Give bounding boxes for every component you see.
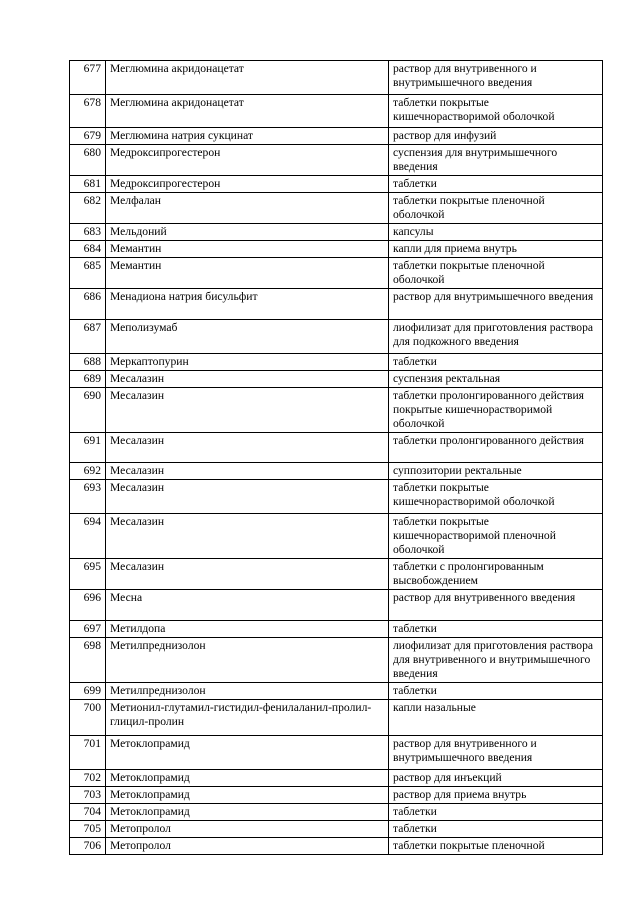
row-number: 703	[70, 787, 106, 804]
drug-name: Месна	[106, 590, 389, 621]
dosage-form: капли для приема внутрь	[389, 241, 603, 258]
table-row	[70, 193, 603, 224]
table-row	[70, 838, 603, 855]
table-row	[70, 320, 603, 354]
row-number: 706	[70, 838, 106, 855]
drug-name: Метилпреднизолон	[106, 683, 389, 700]
row-number: 684	[70, 241, 106, 258]
dosage-form: раствор для внутривенного и внутримышечного введения	[389, 61, 603, 95]
dosage-form: капли назальные	[389, 700, 603, 736]
table-row	[70, 638, 603, 683]
dosage-form: таблетки покрытые кишечнорастворимой оболочкой	[389, 95, 603, 128]
table-row	[70, 736, 603, 770]
dosage-form: раствор для внутривенного введения	[389, 590, 603, 621]
table-row	[70, 590, 603, 621]
table-row	[70, 514, 603, 559]
dosage-form: таблетки	[389, 354, 603, 371]
table-row	[70, 683, 603, 700]
dosage-form: таблетки покрытые пленочной оболочкой	[389, 193, 603, 224]
drug-name: Месалазин	[106, 559, 389, 590]
table-row	[70, 770, 603, 787]
table-row	[70, 559, 603, 590]
table-row	[70, 258, 603, 289]
drug-name: Метилпреднизолон	[106, 638, 389, 683]
row-number: 700	[70, 700, 106, 736]
dosage-form: таблетки покрытые кишечнорастворимой оболочкой	[389, 480, 603, 514]
row-number: 686	[70, 289, 106, 320]
drug-list-table	[69, 60, 603, 855]
table-row	[70, 700, 603, 736]
table-row	[70, 354, 603, 371]
drug-name: Меглюмина акридонацетат	[106, 95, 389, 128]
table-row	[70, 371, 603, 388]
table-row	[70, 388, 603, 433]
drug-name: Меглюмина акридонацетат	[106, 61, 389, 95]
table-row	[70, 145, 603, 176]
row-number: 705	[70, 821, 106, 838]
drug-name: Месалазин	[106, 463, 389, 480]
row-number: 681	[70, 176, 106, 193]
drug-name: Меполизумаб	[106, 320, 389, 354]
dosage-form: капсулы	[389, 224, 603, 241]
drug-name: Меглюмина натрия сукцинат	[106, 128, 389, 145]
dosage-form: таблетки	[389, 176, 603, 193]
row-number: 696	[70, 590, 106, 621]
drug-name: Метилдопа	[106, 621, 389, 638]
row-number: 687	[70, 320, 106, 354]
drug-name: Месалазин	[106, 388, 389, 433]
row-number: 678	[70, 95, 106, 128]
row-number: 693	[70, 480, 106, 514]
dosage-form: таблетки с пролонгированным высвобождением	[389, 559, 603, 590]
drug-name: Месалазин	[106, 433, 389, 463]
dosage-form: лиофилизат для приготовления раствора для подкожного введения	[389, 320, 603, 354]
dosage-form: суспензия для внутримышечного введения	[389, 145, 603, 176]
table-row	[70, 224, 603, 241]
drug-name: Месалазин	[106, 480, 389, 514]
drug-name: Метоклопрамид	[106, 770, 389, 787]
row-number: 704	[70, 804, 106, 821]
drug-name: Медроксипрогестерон	[106, 176, 389, 193]
row-number: 677	[70, 61, 106, 95]
row-number: 694	[70, 514, 106, 559]
row-number: 685	[70, 258, 106, 289]
row-number: 690	[70, 388, 106, 433]
drug-name: Метоклопрамид	[106, 787, 389, 804]
dosage-form: таблетки	[389, 683, 603, 700]
table-row	[70, 787, 603, 804]
row-number: 683	[70, 224, 106, 241]
table-row	[70, 176, 603, 193]
drug-name: Месалазин	[106, 371, 389, 388]
table-row	[70, 821, 603, 838]
dosage-form: таблетки покрытые пленочной	[389, 838, 603, 855]
dosage-form: раствор для приема внутрь	[389, 787, 603, 804]
drug-name: Меркаптопурин	[106, 354, 389, 371]
dosage-form: лиофилизат для приготовления раствора для внутривенного и внутримышечного введения	[389, 638, 603, 683]
dosage-form: раствор для инъекций	[389, 770, 603, 787]
drug-name: Месалазин	[106, 514, 389, 559]
table-row	[70, 61, 603, 95]
drug-name: Метопролол	[106, 838, 389, 855]
dosage-form: таблетки покрытые кишечнорастворимой пленочной оболочкой	[389, 514, 603, 559]
row-number: 699	[70, 683, 106, 700]
dosage-form: таблетки пролонгированного действия покрытые кишечнорастворимой оболочкой	[389, 388, 603, 433]
dosage-form: таблетки пролонгированного действия	[389, 433, 603, 463]
drug-name: Менадиона натрия бисульфит	[106, 289, 389, 320]
table-row	[70, 480, 603, 514]
table-row	[70, 128, 603, 145]
drug-name: Мемантин	[106, 258, 389, 289]
table-row	[70, 95, 603, 128]
row-number: 695	[70, 559, 106, 590]
drug-list-body	[70, 61, 603, 855]
drug-name: Метоклопрамид	[106, 736, 389, 770]
row-number: 682	[70, 193, 106, 224]
dosage-form: раствор для инфузий	[389, 128, 603, 145]
row-number: 701	[70, 736, 106, 770]
table-row	[70, 804, 603, 821]
drug-name: Мелфалан	[106, 193, 389, 224]
table-row	[70, 241, 603, 258]
dosage-form: таблетки покрытые пленочной оболочкой	[389, 258, 603, 289]
drug-name: Мемантин	[106, 241, 389, 258]
table-row	[70, 433, 603, 463]
drug-name: Метоклопрамид	[106, 804, 389, 821]
row-number: 679	[70, 128, 106, 145]
row-number: 692	[70, 463, 106, 480]
dosage-form: таблетки	[389, 621, 603, 638]
table-row	[70, 621, 603, 638]
dosage-form: таблетки	[389, 804, 603, 821]
row-number: 691	[70, 433, 106, 463]
drug-name: Медроксипрогестерон	[106, 145, 389, 176]
dosage-form: суппозитории ректальные	[389, 463, 603, 480]
table-row	[70, 289, 603, 320]
table-row	[70, 463, 603, 480]
drug-name: Метионил-глутамил-гистидил-фенилаланил-пролил-глицил-пролин	[106, 700, 389, 736]
dosage-form: раствор для внутримышечного введения	[389, 289, 603, 320]
drug-name: Мельдоний	[106, 224, 389, 241]
row-number: 698	[70, 638, 106, 683]
dosage-form: суспензия ректальная	[389, 371, 603, 388]
row-number: 702	[70, 770, 106, 787]
dosage-form: таблетки	[389, 821, 603, 838]
row-number: 689	[70, 371, 106, 388]
row-number: 697	[70, 621, 106, 638]
drug-name: Метопролол	[106, 821, 389, 838]
dosage-form: раствор для внутривенного и внутримышечного введения	[389, 736, 603, 770]
row-number: 688	[70, 354, 106, 371]
row-number: 680	[70, 145, 106, 176]
